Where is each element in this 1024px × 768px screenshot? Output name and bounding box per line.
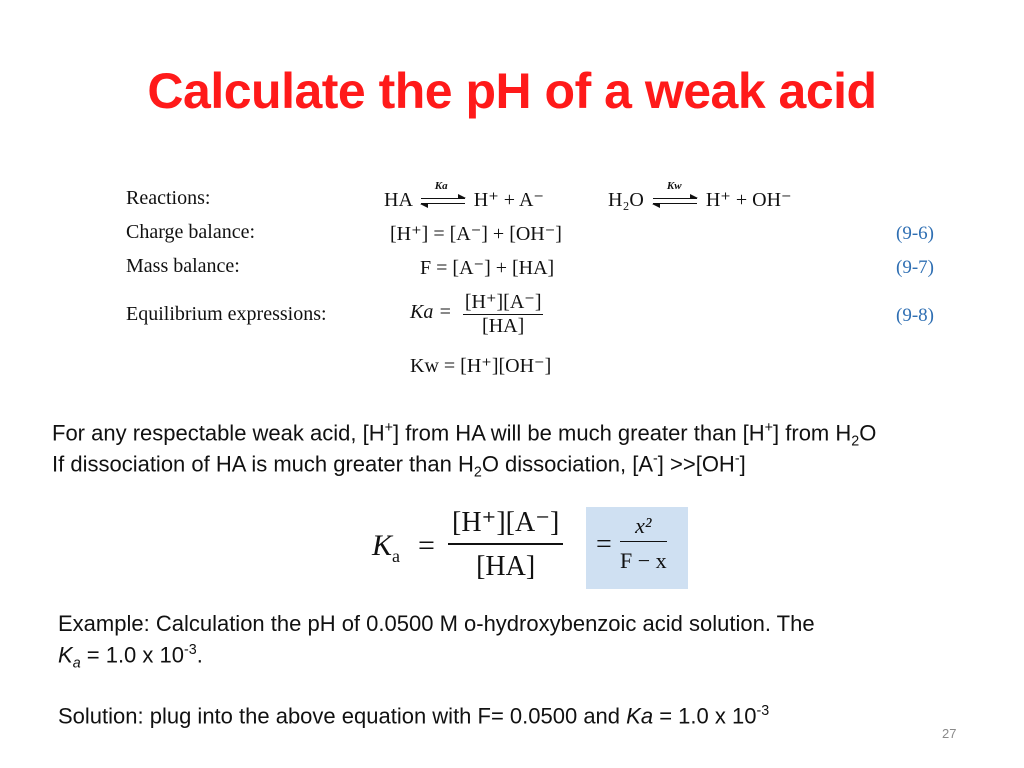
statement-line-2: If dissociation of HA is much greater than $H_2O$ dissociation, [A-] >>[OH-] [52, 451, 746, 481]
reaction-water-left: H₂O [608, 189, 644, 211]
label-mass-balance: Mass balance: [126, 255, 240, 277]
eq-number-9-8: (9-8) [896, 305, 934, 326]
equilibrium-arrow-icon [421, 180, 465, 208]
highlight-box [586, 507, 688, 589]
example-line-1: Example: Calculation the pH of 0.0500 M o-hydroxybenzoic acid solution. The [58, 611, 815, 636]
x-numerator: x² [635, 513, 652, 538]
mass-balance-eq: F = [A⁻] + [HA] [420, 257, 555, 279]
ka-expression [410, 289, 543, 338]
ka-equals: = [418, 529, 435, 562]
equilibrium-arrow-icon [653, 180, 697, 208]
x-fraction [620, 513, 667, 574]
ka-denominator: [HA] [463, 314, 544, 338]
reaction-water [608, 180, 792, 212]
label-equilibrium: Equilibrium expressions: [126, 303, 327, 325]
ka-numerator: [H⁺][A⁻] [464, 291, 542, 313]
ka-approx-numerator: [H⁺][A⁻] [452, 507, 560, 538]
reaction-water-right: H⁺ + OH⁻ [705, 189, 792, 211]
ka-approx-fraction [448, 505, 563, 583]
eq-number-9-6: (9-6) [896, 223, 934, 244]
label-reactions: Reactions: [126, 187, 211, 209]
reaction-ha [384, 180, 544, 212]
equation-image [118, 175, 948, 385]
ka-symbol: $K_a$ [372, 529, 401, 566]
ka-approx-denominator: [HA] [448, 543, 563, 583]
example-line-2: $K_a = 1.0$ x $10^{-3}$. [58, 642, 203, 672]
page-number: 27 [942, 726, 957, 741]
label-charge-balance: Charge balance: [126, 221, 256, 243]
reaction-ha-k: Ka [434, 180, 448, 193]
charge-balance-eq: [H⁺] = [A⁻] + [OH⁻] [390, 223, 562, 245]
eq-number-9-7: (9-7) [896, 257, 934, 278]
reaction-water-k: Kw [666, 180, 682, 193]
reaction-ha-right: H⁺ + A⁻ [473, 189, 544, 211]
slide-title: Calculate the pH of a weak acid [147, 63, 877, 119]
x-denominator: F − x [620, 541, 667, 574]
kw-expression: Kw = [H⁺][OH⁻] [410, 355, 552, 377]
solution-line: Solution: plug into the above equation with F= 0.0500 and Ka = 1.0 x $10^{-3}$ [58, 703, 770, 729]
ka-fraction [463, 289, 544, 338]
ka-approximation [370, 505, 690, 590]
ka-lhs: Ka = [410, 301, 452, 324]
reaction-ha-left: HA [384, 189, 412, 211]
ka-equals-2: = [596, 529, 612, 560]
statement-line-1: For any respectable weak acid, [H+] from HA will be much greater than [H+] from $H_2O$ [52, 420, 877, 450]
